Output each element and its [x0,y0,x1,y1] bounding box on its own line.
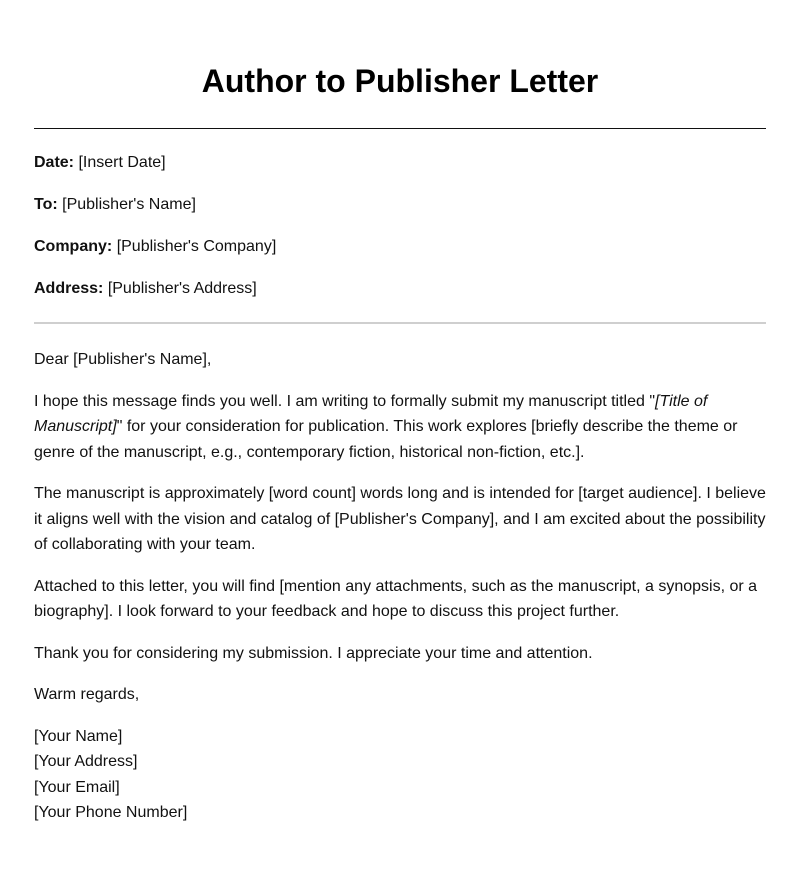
header-divider [34,322,766,324]
salutation: Dear [Publisher's Name], [34,351,212,368]
signature-block [34,724,766,826]
signature-address: [Your Address] [34,753,138,770]
date-value: [Insert Date] [78,154,166,171]
manuscript-title: [Title of Manuscript] [34,392,708,435]
letter-header-details [34,153,766,299]
company-line [34,237,766,257]
page-title: Author to Publisher Letter [201,63,599,99]
signature-phone: [Your Phone Number] [34,804,188,821]
date-line [34,153,766,173]
address-label: Address: [34,280,104,297]
to-label: To: [34,196,58,213]
paragraph-details: The manuscript is approximately [word count] words long and is intended for [target audience]. I believe it aligns well with the vision and catalog of [Publisher's Company], and I am excited about the possibility of collaborating with your team. [34,485,766,553]
paragraph-intro-end: " for your consideration for publication. This work explores [briefly describe the theme or genre of the manuscript, e.g., contemporary fiction, historical non-fiction, etc.]. [34,418,738,461]
company-value: [Publisher's Company] [116,238,277,255]
signature-email: [Your Email] [34,778,120,796]
address-line [34,279,766,299]
letter-body [34,347,766,826]
paragraph-attachments: Attached to this letter, you will find [mention any attachments, such as the manuscript, a synopsis, or a biography]. I look forward to your feedback and hope to discuss this project further. [34,577,758,620]
title-divider [34,128,766,129]
paragraph-intro-start: I hope this message finds you well. I am writing to formally submit my manuscript titled " [34,392,656,410]
to-value: [Publisher's Name] [62,196,196,213]
company-label: Company: [34,238,113,255]
signature-name: [Your Name] [34,727,123,745]
address-value: [Publisher's Address] [107,280,257,297]
paragraph-thanks: Thank you for considering my submission. I appreciate your time and attention. [34,644,593,662]
recipient-line [34,195,766,215]
closing: Warm regards, [34,686,140,703]
paragraph-intro [34,389,766,466]
date-label: Date: [34,154,75,171]
